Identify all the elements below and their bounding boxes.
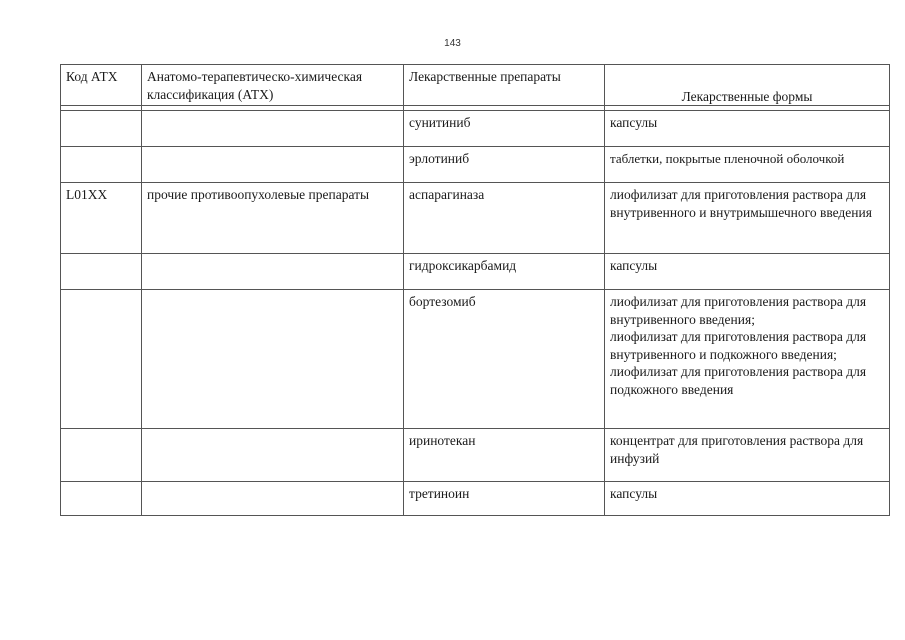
table-row (61, 183, 890, 254)
cell-code (61, 254, 142, 290)
cell-classification (142, 482, 404, 516)
cell-classification (142, 254, 404, 290)
table-row (61, 290, 890, 429)
cell-classification: прочие противоопухолевые препараты (142, 183, 404, 254)
header-classification: Анатомо-терапевтическо-химическая классификация (АТХ) (142, 65, 404, 106)
cell-forms (605, 183, 890, 254)
cell-classification (142, 429, 404, 482)
form-line: лиофилизат для приготовления раствора для внутривенного введения; (610, 294, 867, 327)
cell-drug: сунитиниб (404, 111, 605, 147)
cell-drug: бортезомиб (404, 290, 605, 429)
table-row (61, 111, 890, 147)
cell-drug: гидроксикарбамид (404, 254, 605, 290)
cell-forms (605, 147, 890, 183)
cell-code (61, 482, 142, 516)
form-line: капсулы (610, 258, 658, 273)
table-row (61, 482, 890, 516)
cell-forms (605, 482, 890, 516)
table-row (61, 254, 890, 290)
form-line: капсулы (610, 115, 658, 130)
form-line: таблетки, покрытые пленочной оболочкой (610, 151, 845, 166)
header-drugs: Лекарственные препараты (404, 65, 605, 106)
table-row (61, 147, 890, 183)
cell-code (61, 429, 142, 482)
cell-drug: иринотекан (404, 429, 605, 482)
form-line: капсулы (610, 486, 658, 501)
form-line: лиофилизат для приготовления раствора для внутривенного и подкожного введения; (610, 329, 867, 362)
cell-drug: третиноин (404, 482, 605, 516)
cell-classification (142, 111, 404, 147)
cell-code (61, 290, 142, 429)
cell-code (61, 147, 142, 183)
cell-code: L01XX (61, 183, 142, 254)
form-line: лиофилизат для приготовления раствора для подкожного введения (610, 364, 867, 397)
cell-forms (605, 111, 890, 147)
cell-drug: эрлотиниб (404, 147, 605, 183)
cell-forms (605, 254, 890, 290)
header-code: Код АТХ (61, 65, 142, 106)
table-header-row (61, 65, 890, 106)
cell-classification (142, 147, 404, 183)
form-line: лиофилизат для приготовления раствора для внутривенного и внутримышечного введения (610, 187, 872, 220)
page-number: 143 (444, 38, 461, 49)
header-forms: Лекарственные формы (605, 65, 890, 106)
drug-table (60, 64, 890, 516)
cell-classification (142, 290, 404, 429)
cell-forms (605, 429, 890, 482)
cell-drug: аспарагиназа (404, 183, 605, 254)
cell-forms (605, 290, 890, 429)
cell-code (61, 111, 142, 147)
table-row (61, 429, 890, 482)
form-line: концентрат для приготовления раствора для инфузий (610, 433, 864, 466)
